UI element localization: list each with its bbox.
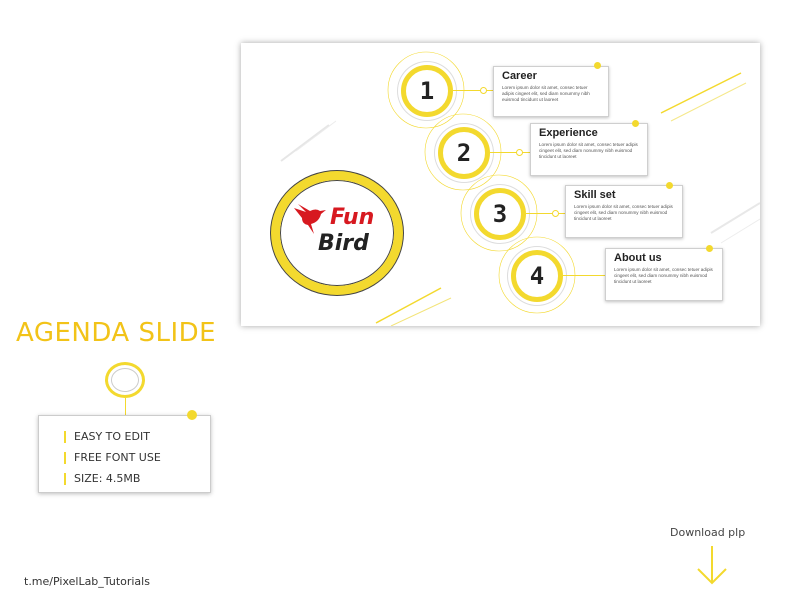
agenda-slide-heading: AGENDA SLIDE (16, 318, 217, 348)
connector-node-2 (516, 149, 523, 156)
small-ring-icon (105, 362, 145, 398)
connector-1 (453, 90, 493, 91)
agenda-card-body: Lorem ipsum dolor sit amet, consec tetuer adipis cingeet elit, sed diam nonummy nibh euismod tincidunt ut laoreet (614, 267, 713, 284)
agenda-card-skill-set (565, 185, 683, 238)
agenda-card-career (493, 66, 609, 117)
agenda-card-about-us (605, 248, 723, 301)
download-label[interactable]: Download plp (670, 526, 746, 539)
connector-node-3 (552, 210, 559, 217)
card-dot-1 (594, 62, 601, 69)
card-dot-3 (666, 182, 673, 189)
card-dot-4 (706, 245, 713, 252)
connector-4 (563, 275, 605, 276)
download-arrow-icon[interactable] (695, 545, 729, 587)
agenda-card-title: Career (502, 70, 537, 82)
feature-item: EASY TO EDIT (64, 431, 150, 443)
agenda-card-body: Lorem ipsum dolor sit amet, consec tetuer adipis cingeet elit, sed diam nonummy nibh euismod tincidunt ut laoreet (502, 85, 590, 102)
agenda-number-4: 4 (511, 250, 563, 302)
feature-item: SIZE: 4.5MB (64, 473, 140, 485)
connector-2 (490, 152, 530, 153)
features-dot (187, 410, 197, 420)
card-dot-2 (632, 120, 639, 127)
features-box (38, 415, 211, 493)
feature-item: FREE FONT USE (64, 452, 161, 464)
agenda-card-body: Lorem ipsum dolor sit amet, consec tetuer adipis cingeet elit, sed diam nonummy nibh euismod tincidunt ut laoreet (574, 204, 673, 221)
agenda-card-title: About us (614, 252, 662, 264)
agenda-card-title: Experience (539, 127, 598, 139)
logo-text-bird: Bird (318, 231, 369, 256)
agenda-card-title: Skill set (574, 189, 616, 201)
connector-3 (526, 213, 566, 214)
agenda-card-body: Lorem ipsum dolor sit amet, consec tetuer adipis cingeet elit, sed diam nonummy nibh euismod tincidunt ut laoreet (539, 142, 638, 159)
connector-node-1 (480, 87, 487, 94)
footer-link[interactable]: t.me/PixelLab_Tutorials (24, 575, 150, 588)
agenda-slide-preview (241, 43, 760, 326)
agenda-card-experience (530, 123, 648, 176)
agenda-number-1: 1 (401, 65, 453, 117)
ring-connector (125, 398, 126, 415)
logo-ring (271, 171, 403, 295)
logo (280, 180, 394, 286)
agenda-number-3: 3 (474, 188, 526, 240)
agenda-number-2: 2 (438, 127, 490, 179)
logo-text-fun: Fun (330, 205, 375, 230)
